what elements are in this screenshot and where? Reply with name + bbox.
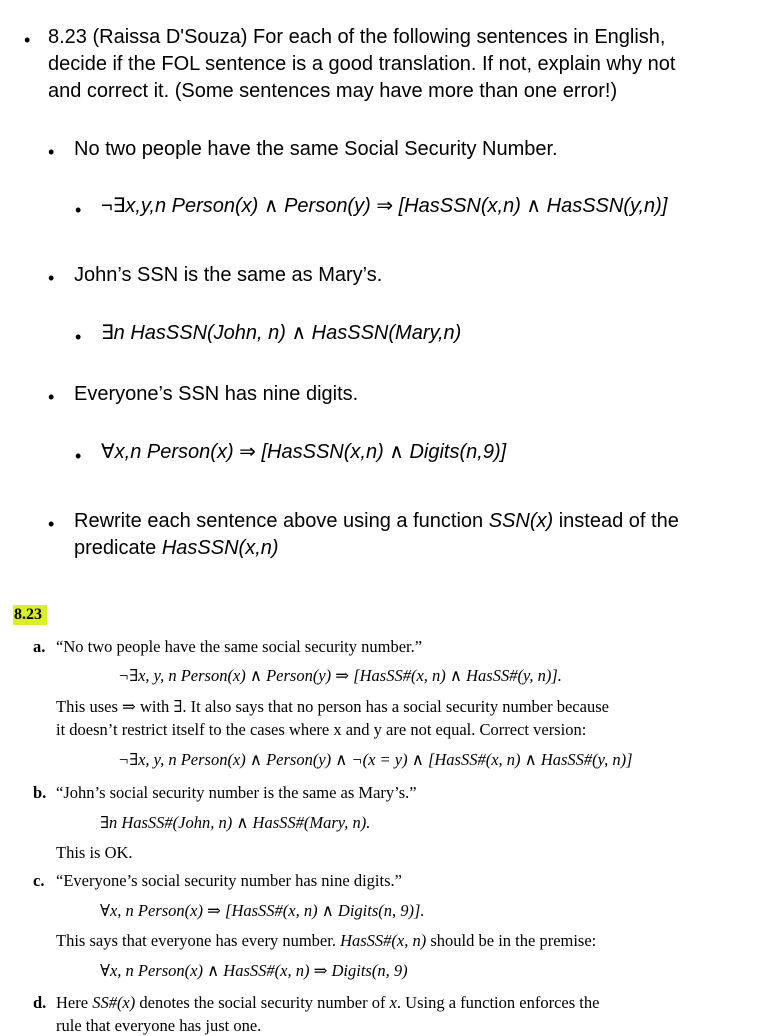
part-c-formula-1: ∀x, n Person(x) ⇒ [HasSS#(x, n) ∧ Digits(n, 9)].: [100, 901, 425, 920]
part-c-explanation-rest: should be in the premise:: [426, 931, 597, 950]
item4-line1-rest: instead of the: [553, 510, 679, 532]
bullet: •: [75, 446, 82, 466]
bullet: •: [48, 514, 55, 534]
item3-text: Everyone’s SSN has nine digits.: [74, 383, 359, 405]
part-d-text-c: denotes the social security number of: [135, 993, 390, 1012]
part-a-explanation-1: This uses ⇒ with ∃. It also says that no person has a social security number because: [56, 697, 609, 716]
item4-function-name: SSN(x): [488, 510, 554, 532]
bullet: •: [48, 387, 55, 407]
part-d-text-e: . Using a function enforces the: [396, 993, 600, 1012]
part-d-label: d.: [33, 993, 47, 1012]
part-c-explanation-term: HasSS#(x, n): [340, 931, 427, 950]
part-c-label: c.: [33, 871, 45, 890]
part-d-text: [56, 993, 599, 1013]
item2-text: John’s SSN is the same as Mary’s.: [74, 264, 383, 286]
item1-text: No two people have the same Social Security Number.: [74, 138, 558, 160]
part-b-quote: “John’s social security number is the same as Mary’s.”: [56, 783, 417, 802]
part-c-explanation: [56, 931, 596, 951]
part-a-quote: “No two people have the same social security number.”: [56, 637, 423, 656]
solution-page: [0, 600, 768, 1035]
part-a-explanation-2: it doesn’t restrict itself to the cases where x and y are not equal. Correct version:: [56, 720, 587, 739]
item4-predicate-name: HasSSN(x,n): [161, 537, 279, 559]
part-d-text-a: Here: [56, 993, 93, 1012]
intro-line-3: and correct it. (Some sentences may have more than one error!): [48, 80, 618, 102]
part-d-text-2: rule that everyone has just one.: [56, 1016, 262, 1035]
part-b-label: b.: [33, 783, 47, 802]
part-a-label: a.: [33, 637, 46, 656]
intro-line-1: 8.23 (Raissa D'Souza) For each of the following sentences in English,: [48, 26, 666, 48]
bullet: •: [48, 142, 55, 162]
bullet: •: [75, 200, 82, 220]
solution-heading: 8.23: [14, 606, 42, 623]
item4-line-1: [74, 508, 679, 535]
part-b-formula: ∃n HasSS#(John, n) ∧ HasSS#(Mary, n).: [100, 813, 371, 832]
bullet: •: [24, 30, 31, 50]
part-a-formula-1: ¬∃x, y, n Person(x) ∧ Person(y) ⇒ [HasSS#(x, n) ∧ HasSS#(y, n)].: [118, 666, 562, 685]
part-d-function: SS#(x): [92, 993, 136, 1012]
part-c-quote: “Everyone’s social security number has nine digits.”: [56, 871, 402, 890]
part-c-formula-2: ∀x, n Person(x) ∧ HasSS#(x, n) ⇒ Digits(n, 9): [100, 961, 408, 980]
part-b-comment: This is OK.: [56, 843, 133, 862]
part-c-explanation-text: This says that everyone has every number.: [56, 931, 341, 950]
bullet: •: [75, 327, 82, 347]
item4-line1-text: Rewrite each sentence above using a function: [74, 510, 489, 532]
intro-line-2: decide if the FOL sentence is a good translation. If not, explain why not: [48, 53, 676, 75]
part-a-formula-2: ¬∃x, y, n Person(x) ∧ Person(y) ∧ ¬(x = y) ∧ [HasSS#(x, n) ∧ HasSS#(y, n)]: [118, 750, 633, 769]
item2-formula: ∃n HasSSN(John, n) ∧ HasSSN(Mary,n): [101, 322, 462, 344]
item4-line2-text: predicate: [74, 537, 162, 559]
item3-formula: ∀x,n Person(x) ⇒ [HasSSN(x,n) ∧ Digits(n,9)]: [101, 441, 507, 463]
bullet: •: [48, 268, 55, 288]
item4-line-2: [74, 535, 279, 562]
part-d-variable: x: [389, 993, 397, 1012]
item1-formula: ¬∃x,y,n Person(x) ∧ Person(y) ⇒ [HasSSN(x,n) ∧ HasSSN(y,n)]: [101, 195, 668, 217]
